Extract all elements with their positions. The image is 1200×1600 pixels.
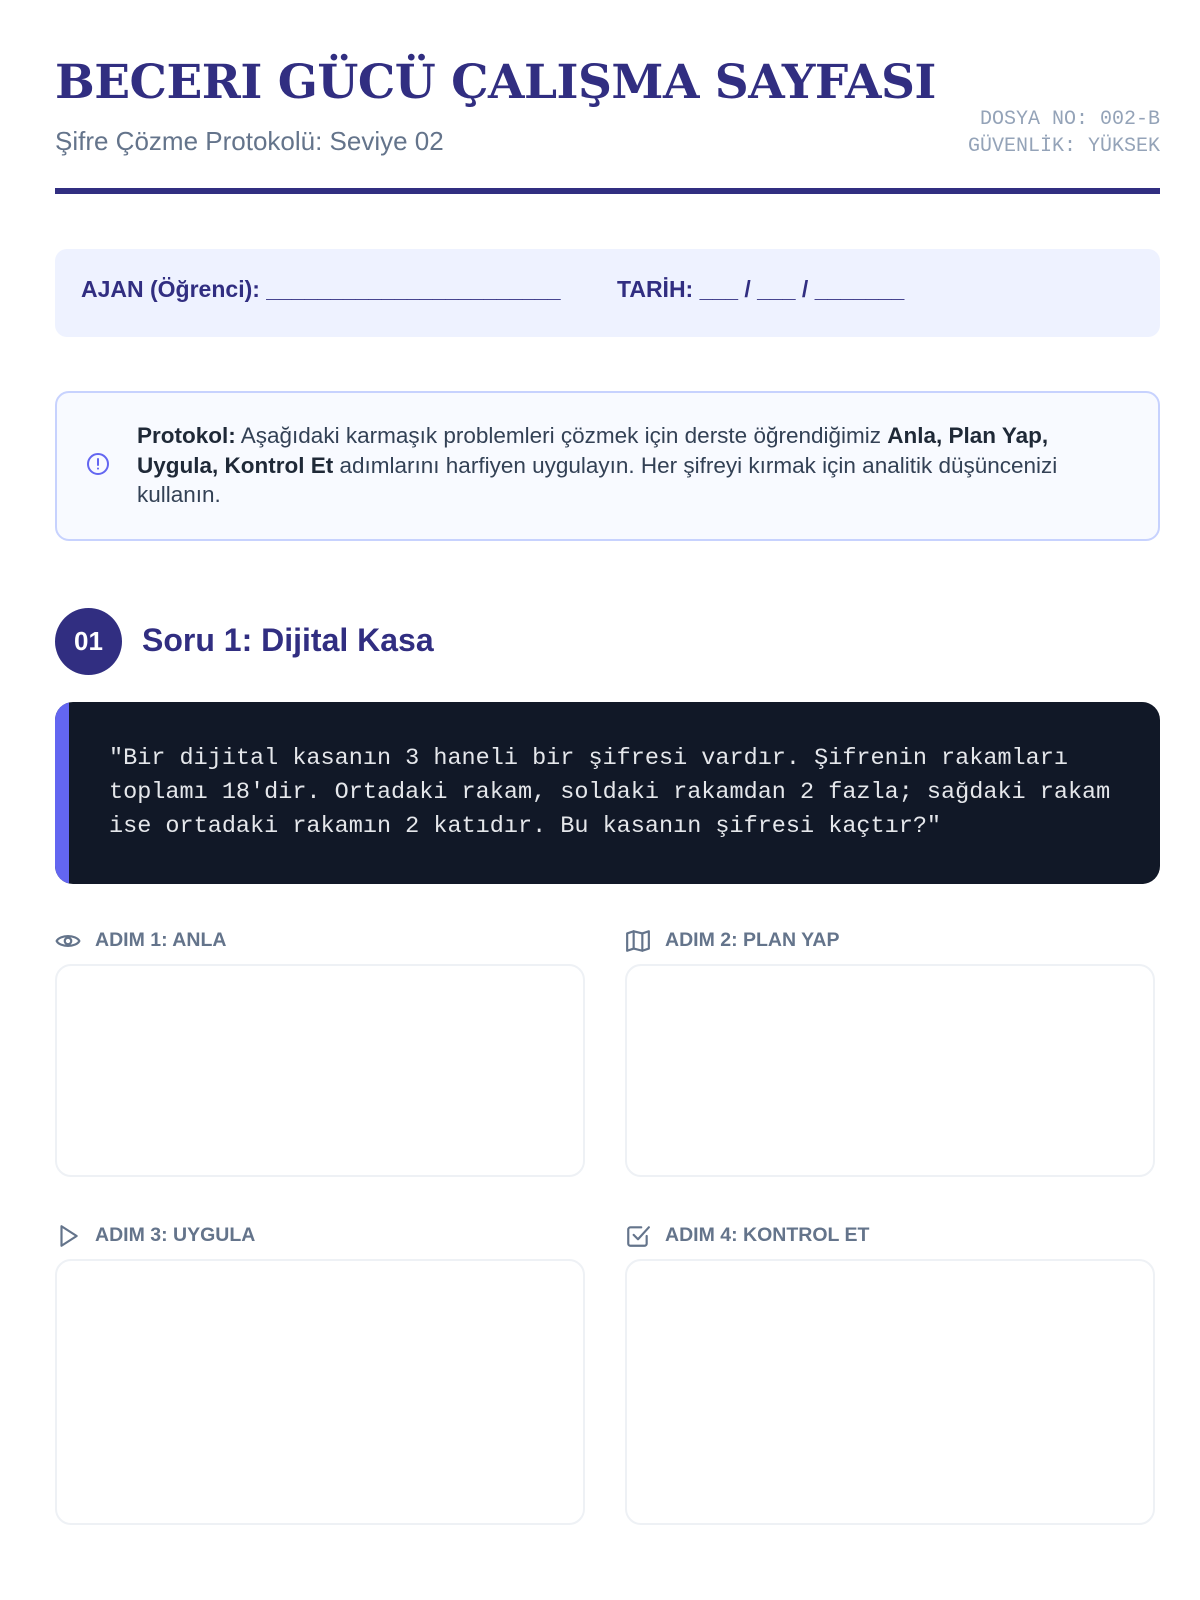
problem-box: [55, 702, 1160, 884]
protocol-text-part-2: adımlarını harfiyen uygulayın. Her şifreyi kırmak için analitik düşüncenizi kullanın.: [137, 452, 1058, 507]
protocol-notice: [55, 391, 1160, 541]
info-circle-icon: [86, 452, 110, 476]
protocol-steps: Anla, Plan Yap, Uygula, Kontrol Et: [137, 423, 1049, 478]
header-divider: [55, 188, 1160, 194]
student-info-box: [55, 249, 1160, 337]
protocol-text-part-1: Aşağıdaki karmaşık problemleri çözmek için derste öğrendiğimiz: [235, 423, 888, 448]
worksheet-page: [55, 0, 1160, 1246]
play-icon: [55, 1223, 81, 1249]
step-1-answer-box[interactable]: [55, 964, 585, 1177]
date-field[interactable]: TARİH: ___ / ___ / _______: [617, 276, 905, 302]
eye-icon: [55, 928, 81, 954]
protocol-text: [137, 421, 1107, 510]
question-number-badge: 01: [55, 608, 122, 675]
page-subtitle: Şifre Çözme Protokolü: Seviye 02: [55, 126, 444, 156]
protocol-label: Protokol:: [137, 423, 236, 448]
worksheet-header: [55, 0, 1160, 196]
check-square-icon: [625, 1223, 651, 1249]
security-level: GÜVENLİK: YÜKSEK: [967, 135, 1160, 158]
step-4-answer-box[interactable]: [625, 1259, 1155, 1525]
step-3-label: ADIM 3: UYGULA: [95, 1224, 256, 1246]
problem-text: "Bir dijital kasanın 3 haneli bir şifresi vardır. Şifrenin rakamları toplamı 18'dir. Ortadaki rakam, soldaki rakamdan 2 fazla; sağdaki rakam ise ortadaki rakamın 2 katıdır. Bu kasanın şifresi kaçtır?": [109, 745, 1111, 840]
question-title: Soru 1: Dijital Kasa: [142, 622, 434, 658]
step-3-answer-box[interactable]: [55, 1259, 585, 1525]
file-number: DOSYA NO: 002-B: [979, 108, 1160, 131]
step-4-label: ADIM 4: KONTROL ET: [665, 1224, 870, 1246]
problem-accent-bar: [55, 702, 69, 884]
step-2-answer-box[interactable]: [625, 964, 1155, 1177]
step-1-label: ADIM 1: ANLA: [95, 929, 227, 951]
step-2-label: ADIM 2: PLAN YAP: [665, 929, 840, 951]
file-meta: [968, 106, 1160, 160]
page-title: BECERI GÜCÜ ÇALIŞMA SAYFASI: [55, 55, 936, 110]
map-icon: [625, 928, 651, 954]
agent-name-field[interactable]: AJAN (Öğrenci): _______________________: [81, 276, 561, 302]
